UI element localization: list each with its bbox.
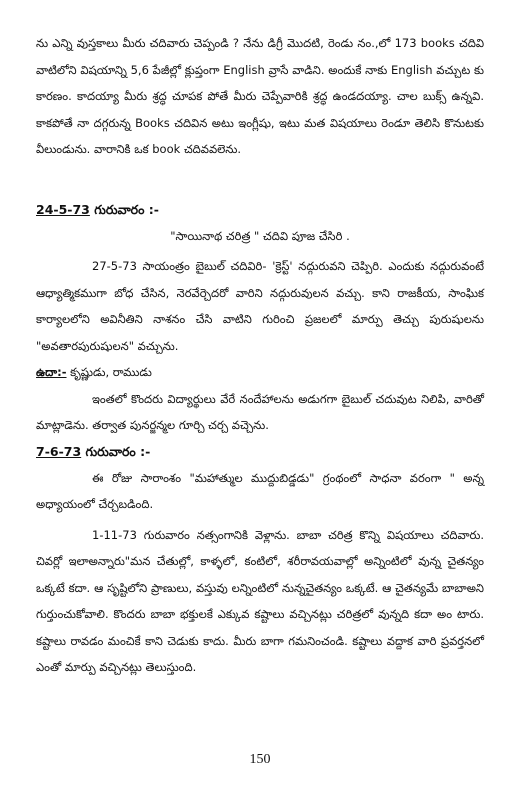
heading-date: 7-6-73 — [36, 443, 82, 459]
date-heading-2 — [36, 439, 484, 465]
heading-date: 24-5-73 — [36, 201, 90, 217]
paragraph-puja: "సాయినాథ చరిత్ర " చదివి పూజ చేసిరి . — [170, 228, 350, 243]
paragraph-intro: ను ఎన్ని వుస్తకాలు మీరు చదివారు చెప్పండి ? నేను డిగ్రీ మొదటి, రెండు నం.,లో 173 books చదివి వాటిలోని విషయాన్ని 5,6 పేజీల్లో క్లుప్తంగా English వ్రాసే వాడిని. అందుకే నాకు English వచ్చుట కు కారణం. కాదయ్యా మీరు శ్రద్ధ చూపక పోతే మీరు చెప్పేవారికి శ్రద్ధ ఉండదయ్యా. చాల బుక్స్ ఉన్నవి. కాకపోతే నా దగ్గరున్న Books చదివిన అటు ఇంగ్లీషు, ఇటు మత విషయాలు రెండూ తెలిసి కొనుటకు వీలుండును. వారానికి ఒక book చదివవలెను. — [36, 36, 484, 156]
example-line — [36, 359, 484, 386]
example-text: కృష్ణుడు, రాముడు — [70, 365, 152, 379]
heading-day: గురువారం :- — [85, 443, 151, 459]
paragraph-students: ఇంతలో కొందరు విద్యార్థులు వేరే నందేహాలను అడుగగా బైబుల్ చదువుట నిలిపి, వారితో మాట్లాడెను. తర్వాత పునర్జన్మల గూర్చి చర్చ వచ్చెను. — [36, 391, 484, 432]
paragraph-summary: ఈ రోజు సారాంశం "మహాత్ముల ముద్దుబిడ్డడు" గ్రంథంలో సాధనా వరంగా " అన్న అధ్యాయంలో చేర్చబడింది. — [36, 470, 484, 511]
paragraph-satsang: 1-11-73 గురువారం నత్సంగానికి వెళ్లాను. బాబా చరిత్ర కొన్ని విషయాలు చదివారు. చివర్లో ఇలాఅన్నారు"మన చేతుల్లో, కాళ్ళలో, కంటిలో, శరీరావయవాల్లో అన్నింటిలో వున్న చైతన్యం ఒక్కటే కదా. ఆ సృష్టిలోని ప్రాణులు, వస్తువు లన్నింటిలో నున్నచైతన్యం ఒక్కటే. ఆ చైతన్యమే బాబాఅని గుర్తుంచుకోవాలి. కొందరు బాబా భక్తులకే ఎక్కువ కష్టాలు వచ్చినట్లు చరిత్రలో వున్నది కదా అం టారు. కష్టాలు రావడం మంచికే కాని చెడుకు కాదు. మీరు బాగా గమనించండి. కష్టాలు వద్దాక వారి ప్రవర్తనలో ఎంతో మార్పు వచ్చినట్లు తెలుస్తుంది. — [36, 527, 484, 674]
paragraph-bible: 27-5-73 సాయంత్రం బైబుల్ చదివిరి- 'క్రెస్ట్' నద్గురువని చెప్పిరి. ఎందుకు నద్గురువంటే ఆధ్యాత్మికముగా బోధ చేసిన, నెరవేర్చెదరో వారిని నద్గురువులన వచ్చు. కాని రాజకీయ, సాంఘిక కార్యాలలోని అవినీతిని నాశనం చేసి వాటిని గురించి ప్రజలలో మార్పు తెచ్చు పురుషులను "అవతారపురుషులన" వచ్చును. — [36, 259, 484, 353]
date-heading-1 — [36, 197, 484, 223]
example-label: ఉదా:- — [36, 365, 67, 379]
heading-day: గురువారం :- — [94, 201, 159, 217]
page-number: 150 — [249, 752, 271, 767]
